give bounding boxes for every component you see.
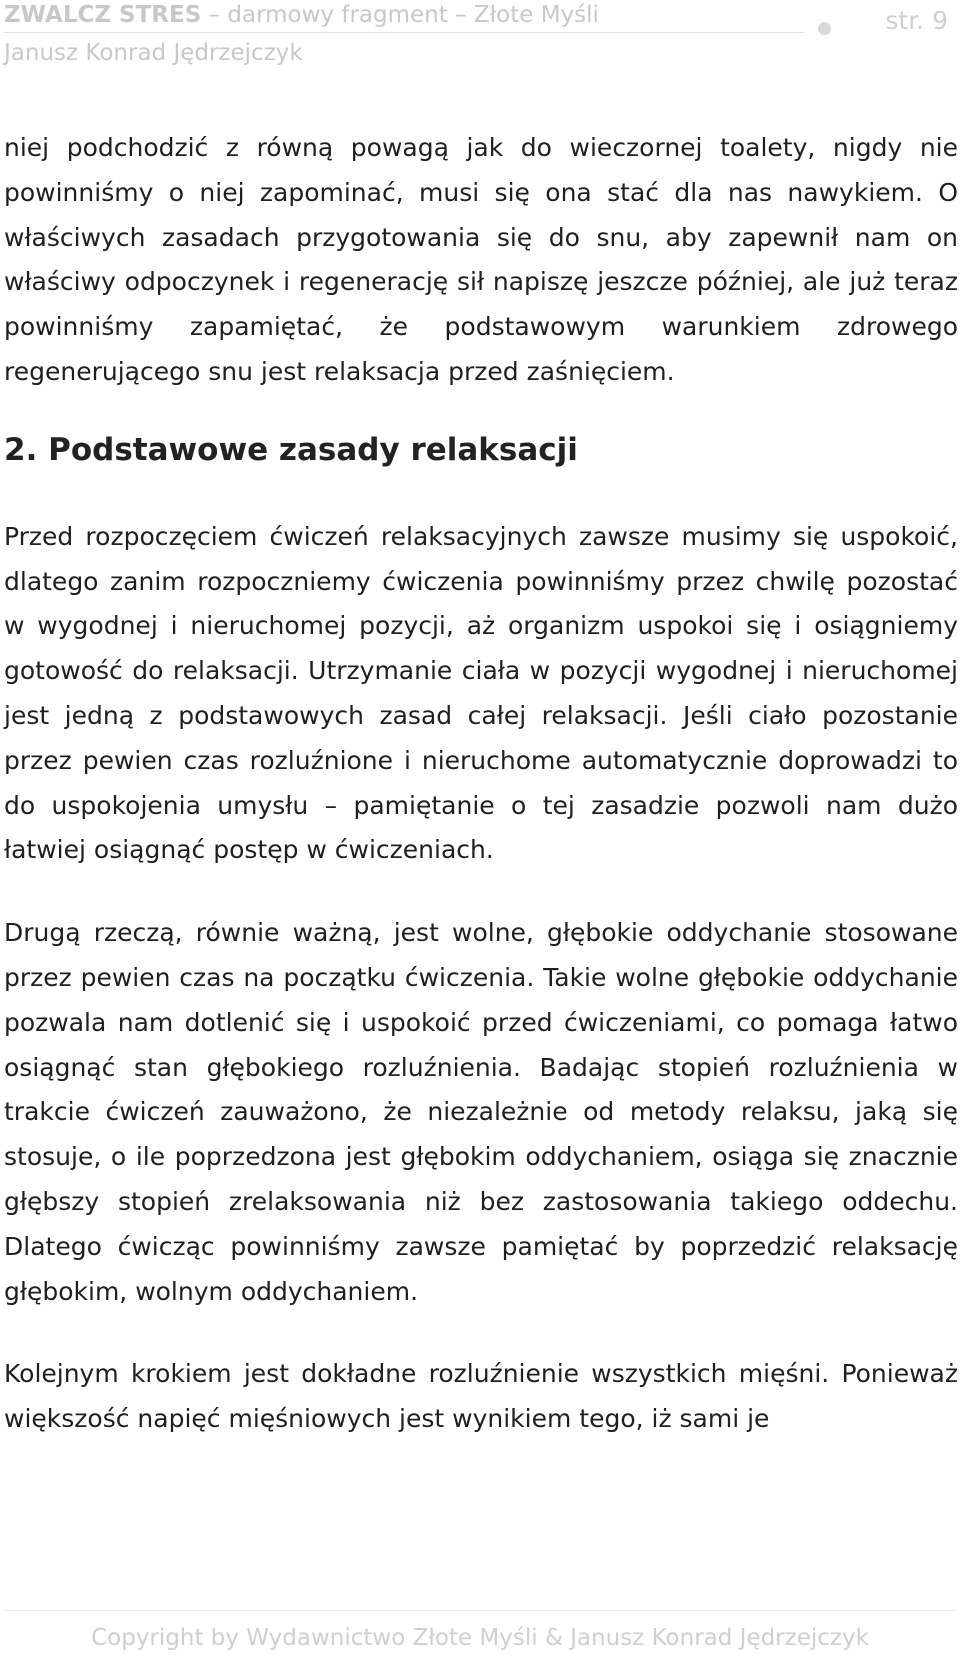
page-number: str. 9 xyxy=(885,6,948,35)
section-heading: 2. Podstawowe zasady relaksacji xyxy=(4,431,578,468)
footer-divider xyxy=(4,1610,956,1611)
paragraph: Drugą rzeczą, równie ważną, jest wolne, głębokie oddychanie stosowane przez pewien czas na początku ćwiczenia. Takie wolne głębokie oddychanie pozwala nam dotlenić się i uspokoić przed ćwiczeniami, co pomaga łatwo osiągnąć stan głębokiego rozluźnienia. Badając stopień rozluźnienia w trakcie ćwiczeń zauważono, że niezależnie od metody relaksu, jaką się stosuje, o ile poprzedzona jest głębokim oddychaniem, osiąga się znacznie głębszy stopień zrelaksowania niż bez zastosowania takiego oddechu. Dlatego ćwicząc powinniśmy zawsze pamiętać by poprzedzić relaksację głębokim, wolnym oddychaniem. xyxy=(4,918,958,1306)
page-body xyxy=(4,126,958,1442)
paragraph: Przed rozpoczęciem ćwiczeń relaksacyjnych zawsze musimy się uspokoić, dlatego zanim rozpoczniemy ćwiczenia powinniśmy przez chwilę pozostać w wygodnej i nieruchomej pozycji, aż organizm uspokoi się i osiągniemy gotowość do relaksacji. Utrzymanie ciała w pozycji wygodnej i nieruchomej jest jedną z podstawowych zasad całej relaksacji. Jeśli ciało pozostanie przez pewien czas rozluźnione i nieruchome automatycznie doprowadzi to do uspokojenia umysłu – pamiętanie o tej zasadzie pozwoli nam dużo łatwiej osiągnąć postęp w ćwiczeniach. xyxy=(4,521,958,865)
page-header xyxy=(0,0,960,70)
page-footer: Copyright by Wydawnictwo Złote Myśli & Janusz Konrad Jędrzejczyk xyxy=(91,1625,869,1651)
header-subtitle: – darmowy fragment – Złote Myśli xyxy=(201,2,599,28)
bullet-dot-icon xyxy=(818,22,831,35)
paragraph: niej podchodzić z równą powagą jak do wieczornej toalety, nigdy nie powinniśmy o niej zapominać, musi się ona stać dla nas nawykiem. O właściwych zasadach przygotowania się do snu, aby zapewnił nam on właściwy odpoczynek i regenerację sił napiszę jeszcze później, ale już teraz powinniśmy zapamiętać, że podstawowym warunkiem zdrowego regenerującego snu jest relaksacja przed zaśnięciem. xyxy=(4,133,958,386)
header-title xyxy=(4,0,599,30)
header-author: Janusz Konrad Jędrzejczyk xyxy=(4,40,303,66)
header-divider xyxy=(4,32,804,33)
paragraph: Kolejnym krokiem jest dokładne rozluźnienie wszystkich mięśni. Ponieważ większość napięć mięśniowych jest wynikiem tego, iż sami je xyxy=(4,1359,958,1434)
series-title: ZWALCZ STRES xyxy=(4,2,202,28)
